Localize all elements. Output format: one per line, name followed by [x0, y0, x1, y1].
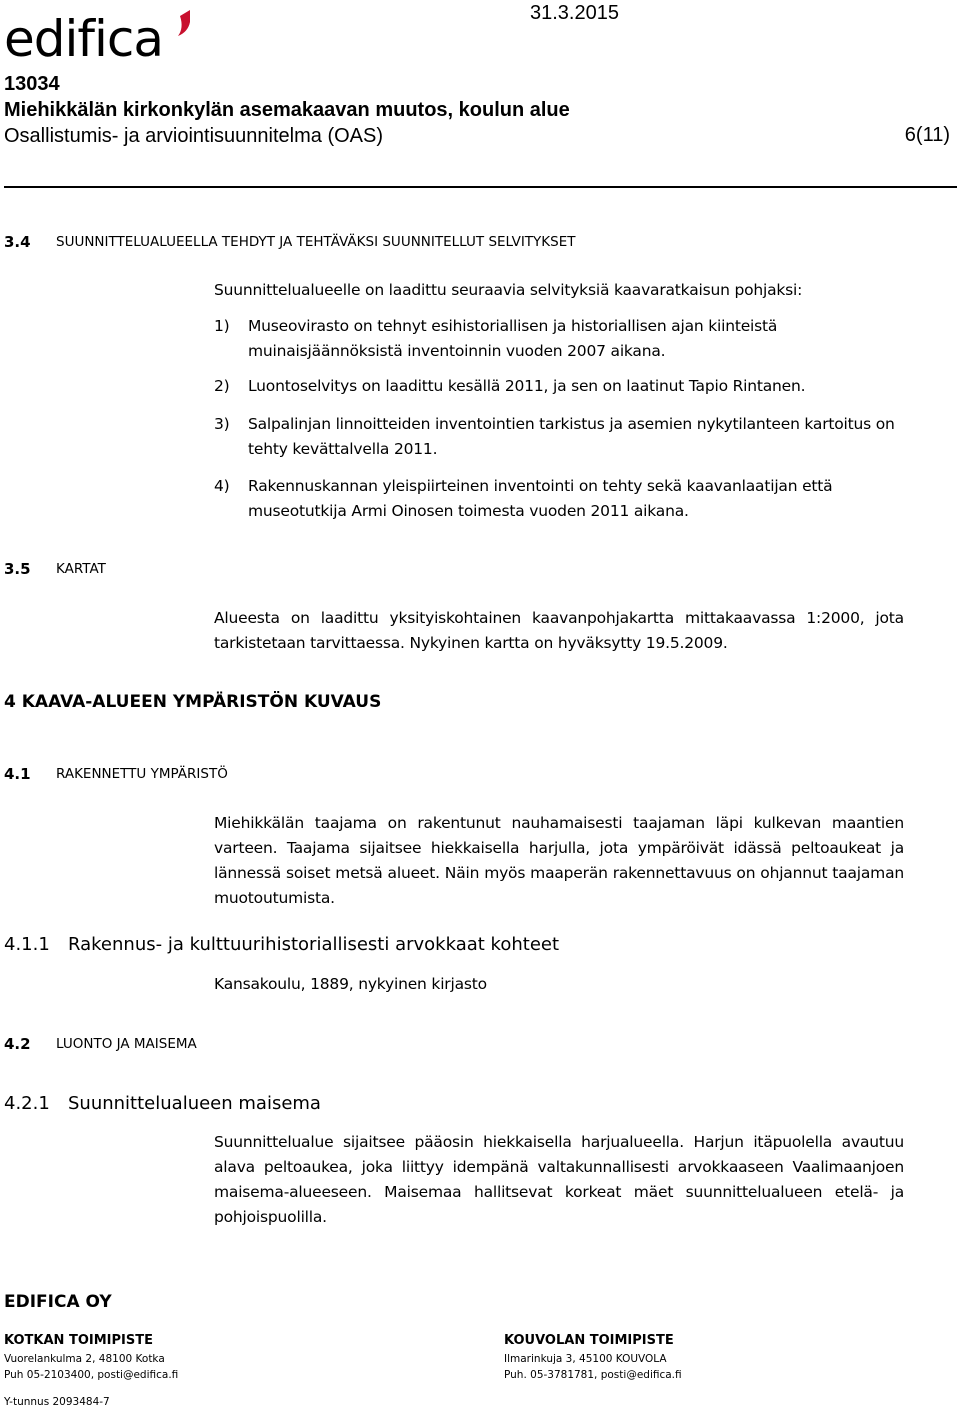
section-3-4-intro: Suunnittelualueelle on laadittu seuraavia selvityksiä kaavaratkaisun pohjaksi:	[214, 281, 803, 299]
document-date: 31.3.2015	[530, 2, 619, 24]
section-4-1-title: RAKENNETTU YMPÄRISTÖ	[56, 766, 228, 782]
section-4-2-1-text: Suunnittelualue sijaitsee pääosin hiekkaisella harjualueella. Harjun itäpuolella avautuu alava peltoaukea, joka liittyy idempänä valtakunnallisesti arvokkaaseen Vaalimaanjoen maisema-alueeseen. Maisemaa hallitsevat korkeat mäet suunnittelualueen etelä- ja pohjoispuolilla.	[214, 1133, 904, 1226]
document-title: Osallistumis- ja arviointisuunnitelma (OAS)	[4, 125, 384, 147]
section-3-4-title: SUUNNITTELUALUEELLA TEHDYT JA TEHTÄVÄKSI SUUNNITELLUT SELVITYKSET	[56, 234, 576, 250]
footer-kotka-office-name: KOTKAN TOIMIPISTE	[4, 1333, 153, 1348]
logo-wordmark: edifica	[4, 10, 164, 62]
section-4-1-text: Miehikkälän taajama on rakentunut nauhamaisesti taajaman läpi kulkevan maantien varteen. Taajama sijaitsee hiekkaisella harjulla, jota ympäröivät idässä peltoaukeat ja lännessä soiset metsä alueet. Näin myös maaperän rakennettavuus on ohjannut taajaman muotoutumista.	[214, 814, 904, 907]
project-number: 13034	[4, 73, 60, 95]
edifica-logo	[4, 6, 194, 62]
header-divider	[4, 186, 957, 188]
list-item-number: 4)	[214, 477, 230, 495]
footer-company-name: EDIFICA OY	[4, 1292, 112, 1312]
list-item	[214, 474, 904, 524]
list-item	[214, 314, 904, 364]
section-3-5-number: 3.5	[4, 560, 31, 578]
list-item-number: 2)	[214, 377, 230, 395]
list-item-text: Salpalinjan linnoitteiden inventointien tarkistus ja asemien nykytilanteen kartoitus on tehty kevättalvella 2011.	[248, 415, 895, 458]
list-item	[214, 412, 904, 462]
list-item-text: Luontoselvitys on laadittu kesällä 2011, ja sen on laatinut Tapio Rintanen.	[248, 377, 806, 395]
section-4-1-number: 4.1	[4, 765, 31, 783]
section-4-2-title: LUONTO JA MAISEMA	[56, 1036, 197, 1052]
section-4-1-1-text: Kansakoulu, 1889, nykyinen kirjasto	[214, 975, 487, 993]
section-3-5-title: KARTAT	[56, 561, 106, 577]
page-number: 6(11)	[904, 124, 950, 146]
section-4-2-1-number: 4.2.1	[4, 1093, 50, 1114]
footer-kouvola-address: Ilmarinkuja 3, 45100 KOUVOLA	[504, 1353, 667, 1365]
section-4-2-1-title: Suunnittelualueen maisema	[68, 1093, 321, 1114]
footer-kouvola-contact: Puh. 05-3781781, posti@edifica.fi	[504, 1369, 682, 1381]
list-item-text: Rakennuskannan yleispiirteinen inventointi on tehty sekä kaavanlaatijan että museotutkija Armi Oinosen toimesta vuoden 2011 aikana.	[248, 477, 833, 520]
section-4-1-1-title: Rakennus- ja kulttuurihistoriallisesti arvokkaat kohteet	[68, 934, 560, 955]
project-title: Miehikkälän kirkonkylän asemakaavan muutos, koulun alue	[4, 99, 570, 121]
survey-list	[214, 314, 904, 524]
list-item-text: Museovirasto on tehnyt esihistoriallisen ja historiallisen ajan kiinteistä muinaisjäännöksistä inventoinnin vuoden 2007 aikana.	[248, 317, 778, 360]
footer-kotka-address: Vuorelankulma 2, 48100 Kotka	[4, 1353, 165, 1365]
footer-business-id: Y-tunnus 2093484-7	[4, 1396, 110, 1408]
list-item-number: 3)	[214, 415, 230, 433]
footer-kouvola-office-name: KOUVOLAN TOIMIPISTE	[504, 1333, 674, 1348]
footer-kotka-contact: Puh 05-2103400, posti@edifica.fi	[4, 1369, 179, 1381]
logo-accent-mark	[178, 10, 190, 36]
list-item	[214, 374, 904, 399]
section-4-1-1-number: 4.1.1	[4, 934, 50, 955]
section-3-5-text: Alueesta on laadittu yksityiskohtainen kaavanpohjakartta mittakaavassa 1:2000, jota tarkistetaan tarvittaessa. Nykyinen kartta on hyväksytty 19.5.2009.	[214, 609, 904, 652]
section-3-4-number: 3.4	[4, 233, 31, 251]
section-4-2-number: 4.2	[4, 1035, 31, 1053]
list-item-number: 1)	[214, 317, 230, 335]
section-4-heading: 4 KAAVA-ALUEEN YMPÄRISTÖN KUVAUS	[4, 692, 382, 712]
